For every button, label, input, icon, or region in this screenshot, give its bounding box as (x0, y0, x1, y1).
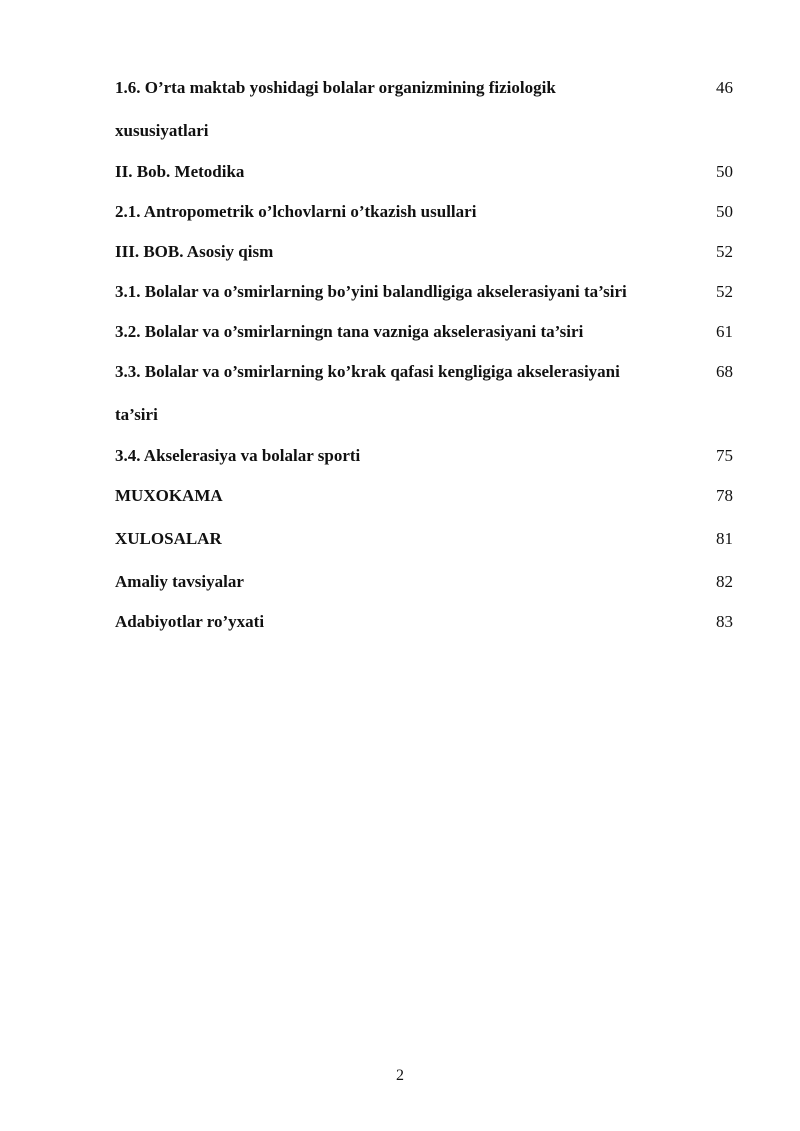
toc-entry-page: 83 (716, 612, 733, 631)
toc-entry-title: 2.1. Antropometrik o’lchovlarni o’tkazish usullari (115, 202, 477, 221)
page-number: 2 (396, 1067, 404, 1084)
toc-entry-page: 50 (716, 202, 733, 221)
toc-entry-title: II. Bob. Metodika (115, 162, 245, 181)
toc-entry-page: 68 (716, 362, 733, 381)
toc-entry-title: XULOSALAR (115, 529, 222, 548)
toc-entry-title: 3.1. Bolalar va o’smirlarning bo’yini balandligiga akselerasiyani ta’siri (115, 282, 627, 301)
toc-entry-page: 82 (716, 572, 733, 591)
toc-entry-page: 46 (716, 78, 733, 97)
toc-entry-title: 3.2. Bolalar va o’smirlarningn tana vazniga akselerasiyani ta’siri (115, 322, 584, 341)
toc-entry-title: MUXOKAMA (115, 486, 223, 505)
toc-entry-page: 50 (716, 162, 733, 181)
toc-entry-page: 78 (716, 486, 733, 505)
toc-entry-title: 1.6. O’rta maktab yoshidagi bolalar organizmining fiziologik (115, 78, 556, 97)
toc-entry-page: 61 (716, 322, 733, 341)
toc-entry-page: 52 (716, 282, 733, 301)
toc-entry-title-continuation: xususiyatlari (115, 121, 209, 140)
toc-entry-title: 3.4. Akselerasiya va bolalar sporti (115, 446, 361, 465)
toc-entry-title: 3.3. Bolalar va o’smirlarning ko’krak qafasi kengligiga akselerasiyani (115, 362, 620, 381)
toc-entry-page: 52 (716, 242, 733, 261)
toc-entry-title: III. BOB. Asosiy qism (115, 242, 274, 261)
toc-entry-title: Amaliy tavsiyalar (115, 572, 244, 591)
toc-entry-title-continuation: ta’siri (115, 405, 158, 424)
toc-entry-page: 81 (716, 529, 733, 548)
toc-entry-page: 75 (716, 446, 733, 465)
toc-entry-title: Adabiyotlar ro’yxati (115, 612, 265, 631)
